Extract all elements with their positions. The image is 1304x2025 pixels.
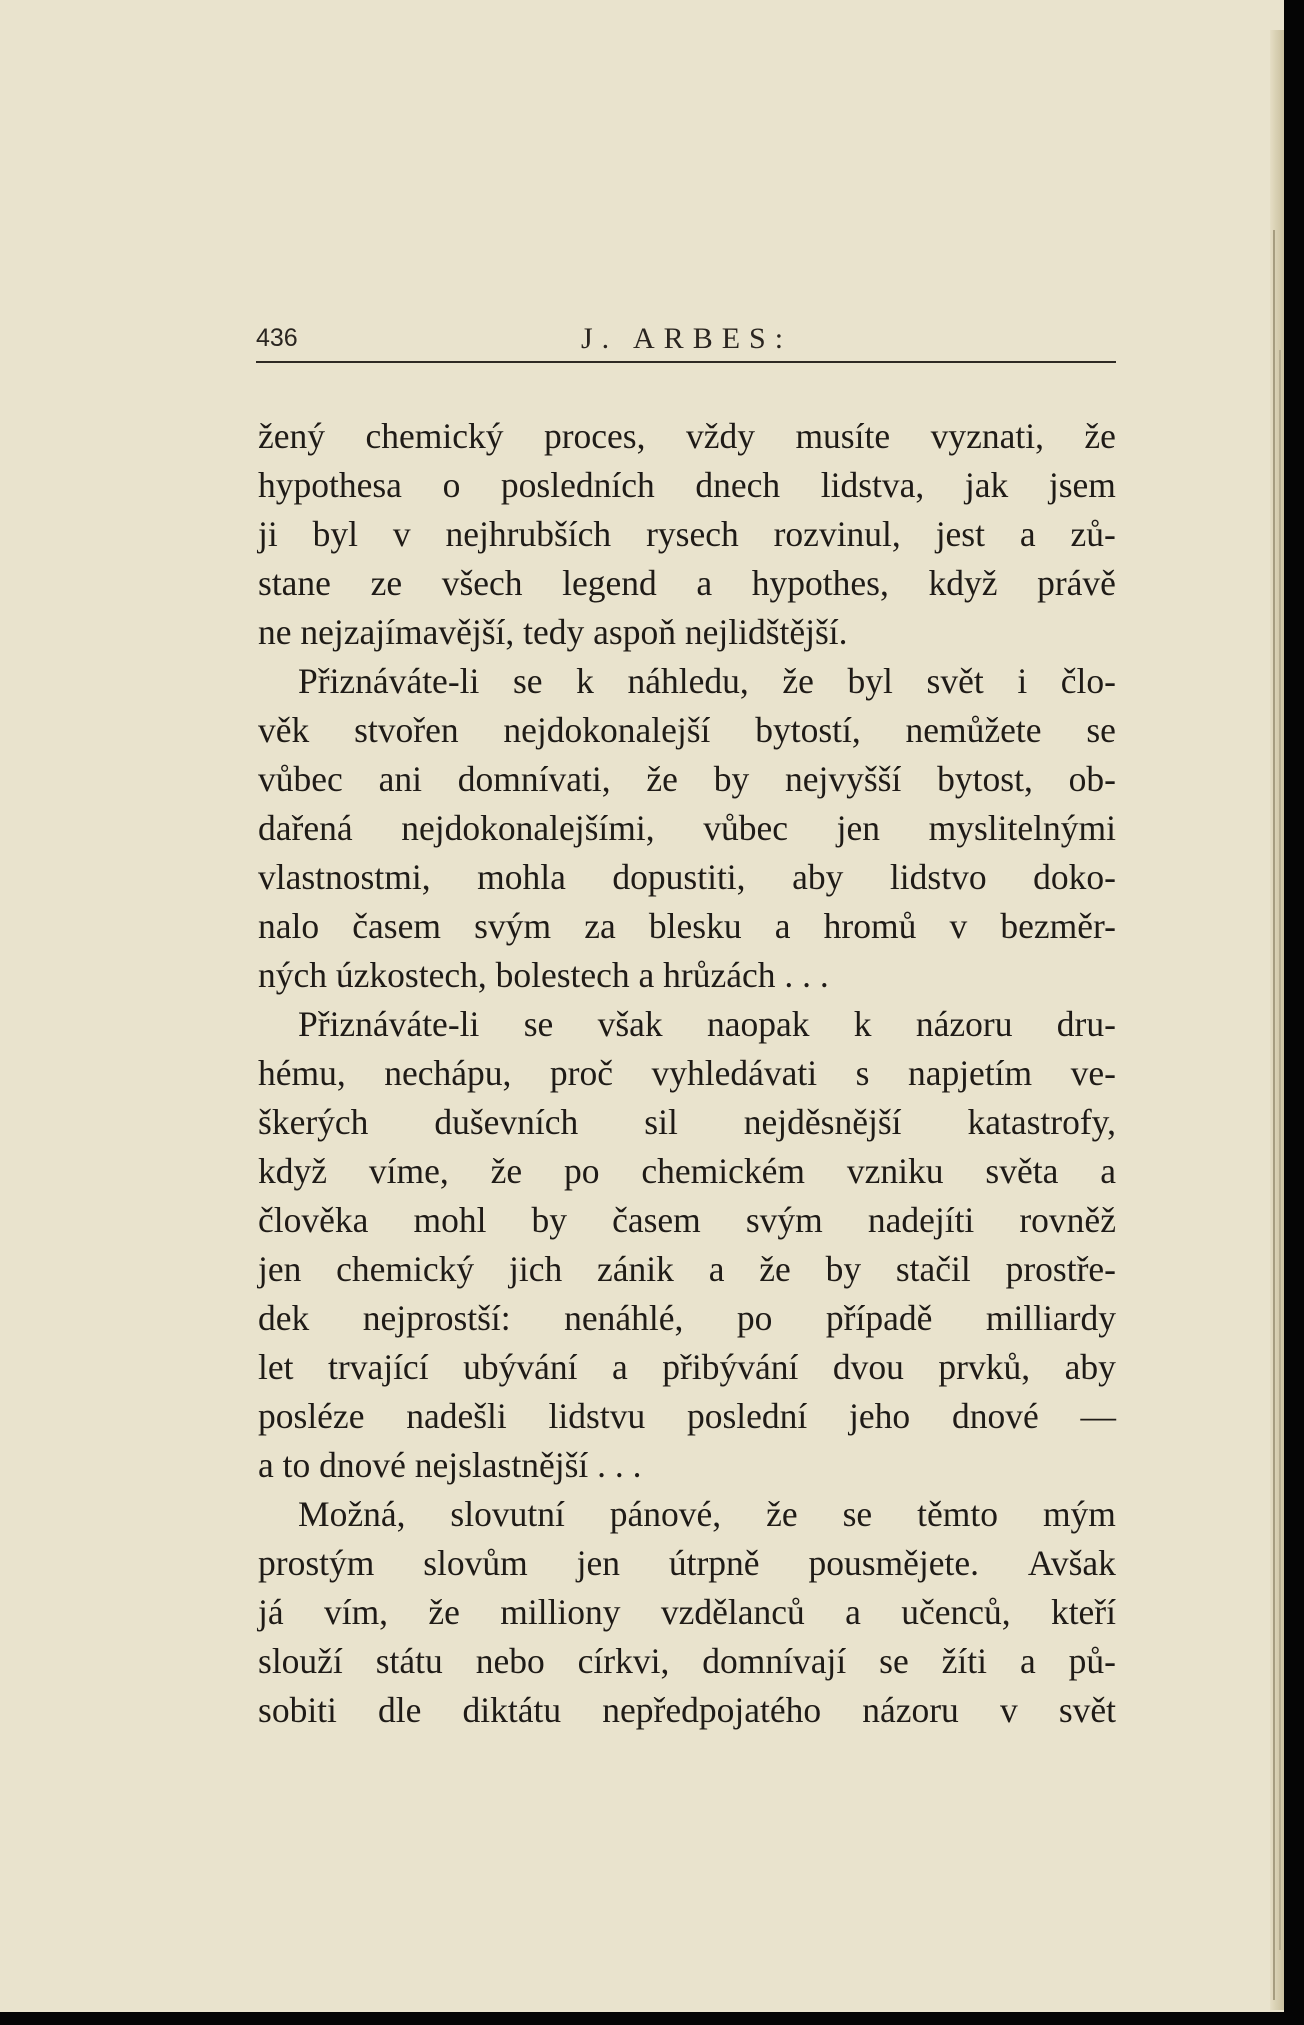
text-line: sobiti dle diktátu nepředpojatého názoru v svět xyxy=(258,1690,1116,1730)
paragraph-start-line: Přiznáváte-li se k náhledu, že byl svět i člo- xyxy=(298,661,1116,701)
text-line: a to dnové nejslastnější . . . xyxy=(258,1445,642,1485)
page-header xyxy=(256,318,1116,364)
header-rule xyxy=(256,361,1116,363)
text-line: ných úzkostech, bolestech a hrůzách . . . xyxy=(258,955,829,995)
text-line: škerých duševních sil nejděsnější katastrofy, xyxy=(258,1102,1116,1142)
text-line: nalo časem svým za blesku a hromů v bezměr- xyxy=(258,906,1116,946)
text-line: jen chemický jich zánik a že by stačil prostře- xyxy=(258,1249,1116,1289)
text-line: když víme, že po chemickém vzniku světa a xyxy=(258,1151,1116,1191)
body-text xyxy=(258,412,1116,1735)
text-line: ji byl v nejhrubších rysech rozvinul, jest a zů- xyxy=(258,514,1116,554)
text-line: žený chemický proces, vždy musíte vyznati, že xyxy=(258,416,1116,456)
text-line: dařená nejdokonalejšími, vůbec jen myslitelnými xyxy=(258,808,1116,848)
text-line: dek nejprostší: nenáhlé, po případě milliardy xyxy=(258,1298,1116,1338)
text-line: vůbec ani domnívati, že by nejvyšší bytost, ob- xyxy=(258,759,1116,799)
text-line: věk stvořen nejdokonalejší bytostí, nemůžete se xyxy=(258,710,1116,750)
running-head: J. ARBES: xyxy=(581,322,793,355)
text-line: stane ze všech legend a hypothes, když právě xyxy=(258,563,1116,603)
text-line: člověka mohl by časem svým nadejíti rovněž xyxy=(258,1200,1116,1240)
text-line: slouží státu nebo církvi, domnívají se žíti a pů- xyxy=(258,1641,1116,1681)
page-edge xyxy=(1270,30,1284,2010)
text-line: já vím, že milliony vzdělanců a učenců, kteří xyxy=(258,1592,1116,1632)
edge-line xyxy=(1279,350,1281,1950)
text-line: hému, nechápu, proč vyhledávati s napjetím ve- xyxy=(258,1053,1116,1093)
text-line: posléze nadešli lidstvu poslední jeho dnové — xyxy=(258,1396,1116,1436)
paragraph-start-line: Možná, slovutní pánové, že se těmto mým xyxy=(298,1494,1116,1534)
page-number: 436 xyxy=(256,324,298,352)
text-line: hypothesa o posledních dnech lidstva, jak jsem xyxy=(258,465,1116,505)
text-line: let trvající ubývání a přibývání dvou prvků, aby xyxy=(258,1347,1116,1387)
text-line: vlastnostmi, mohla dopustiti, aby lidstvo doko- xyxy=(258,857,1116,897)
edge-line xyxy=(1273,230,1275,2000)
text-line: ne nejzajímavější, tedy aspoň nejlidštější. xyxy=(258,612,848,652)
text-line: prostým slovům jen útrpně pousmějete. Avšak xyxy=(258,1543,1116,1583)
paragraph-start-line: Přiznáváte-li se však naopak k názoru dru- xyxy=(298,1004,1116,1044)
